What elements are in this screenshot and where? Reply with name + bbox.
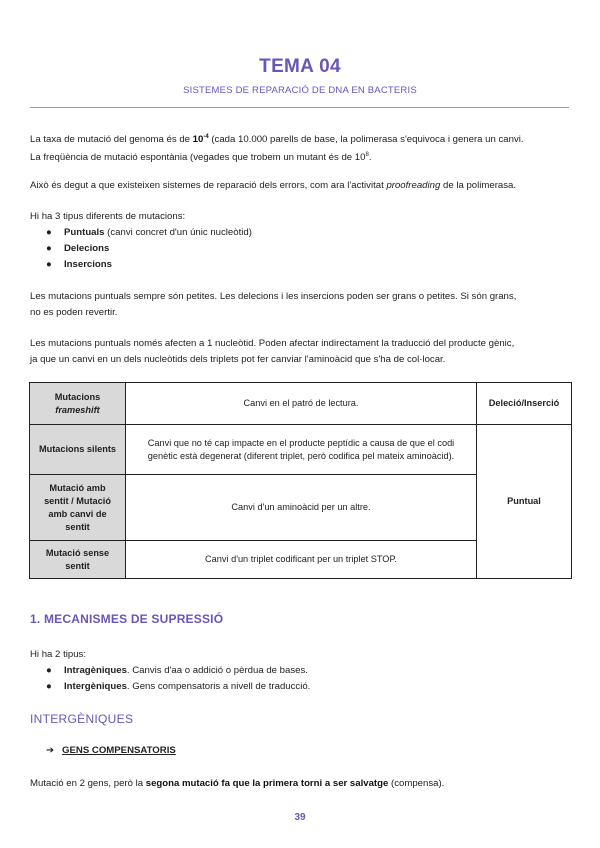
bullet-icon: ●: [46, 243, 52, 254]
bullet-icon: ●: [46, 227, 52, 238]
row-header: Mutació amb sentit / Mutació amb canvi de sentit: [30, 475, 126, 541]
row-description: Canvi que no té cap impacte en el producte peptídic a causa de que el codi genètic està degenerat (diferent triplet, però codifica pel mateix aminoàcid).: [126, 425, 477, 475]
page-subtitle: SISTEMES DE REPARACIÓ DE DNA EN BACTERIS: [183, 85, 417, 96]
row-type-merged: Puntual: [477, 425, 572, 579]
mutation-table: [29, 382, 572, 579]
list-item: ● Intergèniques. Gens compensatoris a nivell de traducció.: [46, 679, 310, 695]
header-divider: [30, 107, 569, 108]
table-row: [30, 383, 572, 425]
paragraph-suppression-intro: Hi ha 2 tipus:: [30, 649, 86, 660]
list-item: ● Intragèniques. Canvis d'aa o addició o pèrdua de bases.: [46, 663, 308, 679]
row-description: Canvi d'un triplet codificant per un triplet STOP.: [126, 541, 477, 579]
paragraph-repair-systems: Això és degut a que existeixen sistemes de reparació dels errors, com ara l'activitat proofreading de la polimerasa.: [30, 180, 517, 191]
paragraph-mutation-rate: La taxa de mutació del genoma és de $10^{-4}$ (cada 10.000 parells de base, la polimerasa s'equivoca i genera un canvi. La freqüència de mutació espontània (vegades que trobem un mutant és de $10^8$.: [30, 134, 524, 163]
table-row: [30, 425, 572, 475]
compensatory-genes-heading: GENS COMPENSATORIS: [62, 745, 176, 756]
paragraph-types-intro: Hi ha 3 tipus diferents de mutacions:: [30, 211, 186, 222]
list-item: ● Puntuals (canvi concret d'un únic nucleòtid): [46, 225, 252, 241]
section-heading-suppression: 1. MECANISMES DE SUPRESSIÓ: [30, 612, 224, 626]
list-item: ● Insercions: [46, 257, 112, 273]
bullet-icon: ●: [46, 259, 52, 270]
section-heading-intergenic: INTERGÈNIQUES: [30, 712, 134, 726]
bullet-icon: ●: [46, 665, 52, 676]
row-header: Mutacions silents: [30, 425, 126, 475]
paragraph-mutation-size: Les mutacions puntuals sempre són petites. Les delecions i les insercions poden ser grans o petites. Si són grans, no es poden revertir.: [30, 291, 517, 318]
row-type: Deleció/Inserció: [477, 383, 572, 425]
bullet-icon: ●: [46, 681, 52, 692]
rate-value: $10^{-4}$: [192, 134, 209, 146]
row-header: Mutació sense sentit: [30, 541, 126, 579]
list-item: ● Delecions: [46, 241, 109, 257]
row-description: Canvi d'un aminoàcid per un altre.: [126, 475, 477, 541]
paragraph-point-mutations: Les mutacions puntuals només afecten a 1 nucleòtid. Poden afectar indirectament la traducció del producte gènic, ja que un canvi en un dels nucleòtids dels triplets pot fer canviar l'aminoàcid que s'ha de col·locar.: [30, 338, 515, 365]
paragraph-compensation: Mutació en 2 gens, però la segona mutació fa que la primera torni a ser salvatge (compensa).: [30, 778, 445, 789]
subheading-compensatory-genes: [46, 745, 176, 756]
page-title: TEMA 04: [259, 56, 341, 77]
page-number: 39: [294, 812, 306, 823]
row-description: Canvi en el patró de lectura.: [126, 383, 477, 425]
arrow-right-icon: ➔: [46, 745, 55, 756]
row-header: Mutacions frameshift: [30, 383, 126, 425]
